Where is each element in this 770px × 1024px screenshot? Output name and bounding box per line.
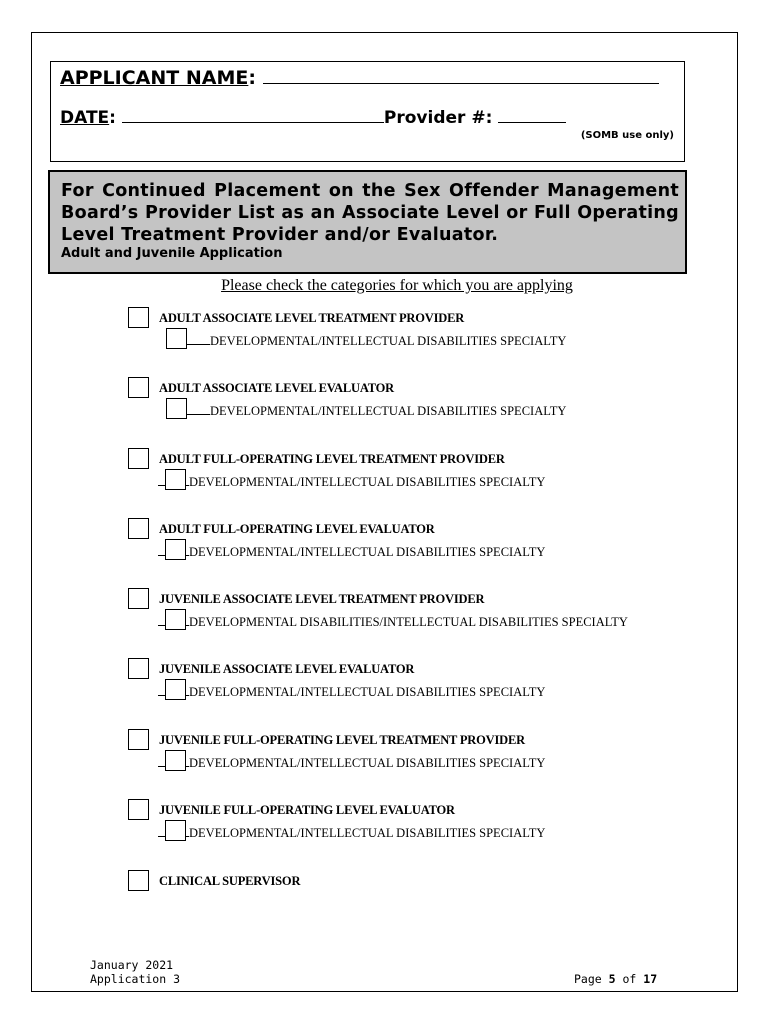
applicant-info-box (50, 61, 685, 162)
specialty-label: DEVELOPMENTAL/INTELLECTUAL DISABILITIES SPECIALTY (210, 334, 567, 348)
specialty-blank-line (158, 756, 165, 767)
specialty-label: DEVELOPMENTAL/INTELLECTUAL DISABILITIES SPECIALTY (189, 756, 546, 770)
specialty-label: DEVELOPMENTAL/INTELLECTUAL DISABILITIES SPECIALTY (210, 404, 567, 418)
specialty-row (166, 328, 566, 349)
category-label: ADULT FULL-OPERATING LEVEL EVALUATOR (159, 522, 435, 536)
specialty-checkbox[interactable] (165, 609, 186, 630)
category-label: ADULT ASSOCIATE LEVEL EVALUATOR (159, 381, 394, 395)
date-row (60, 108, 566, 128)
category-checkbox[interactable] (128, 870, 149, 891)
specialty-blank-line (158, 545, 165, 556)
category-checkbox[interactable] (128, 588, 149, 609)
specialty-row (158, 820, 545, 841)
provider-number-field[interactable] (498, 108, 566, 123)
specialty-checkbox[interactable] (166, 328, 187, 349)
page-total: 17 (643, 972, 658, 986)
specialty-label: DEVELOPMENTAL DISABILITIES/INTELLECTUAL DISABILITIES SPECIALTY (189, 615, 628, 629)
page-subtitle: Adult and Juvenile Application (61, 246, 283, 261)
specialty-row (158, 609, 628, 630)
specialty-label: DEVELOPMENTAL/INTELLECTUAL DISABILITIES SPECIALTY (189, 685, 546, 699)
page-prefix: Page (574, 972, 609, 986)
category-label: JUVENILE FULL-OPERATING LEVEL EVALUATOR (159, 803, 455, 817)
category-checkbox[interactable] (128, 307, 149, 328)
specialty-checkbox[interactable] (165, 539, 186, 560)
specialty-row (158, 750, 545, 771)
category-label: JUVENILE ASSOCIATE LEVEL EVALUATOR (159, 662, 415, 676)
footer-date: January 2021 (90, 958, 174, 972)
applicant-name-colon: : (248, 67, 256, 89)
specialty-row (166, 398, 566, 419)
specialty-checkbox[interactable] (165, 679, 186, 700)
specialty-row (158, 679, 545, 700)
category-label: ADULT ASSOCIATE LEVEL TREATMENT PROVIDER (159, 311, 465, 325)
provider-number-label: Provider #: (383, 108, 493, 128)
specialty-checkbox[interactable] (165, 820, 186, 841)
date-label: DATE (60, 108, 110, 128)
date-field[interactable] (122, 108, 384, 123)
specialty-blank-line (158, 685, 165, 696)
footer-info (90, 958, 180, 986)
page-title: For Continued Placement on the Sex Offender Management Board’s Provider List as an Associate Level or Full Operating Level Treatment Provider and/or Evaluator. (61, 181, 679, 245)
somb-use-only-note: (SOMB use only) (580, 130, 674, 141)
title-banner (48, 170, 687, 274)
applicant-name-row (60, 67, 659, 89)
specialty-row (158, 469, 545, 490)
category-label: JUVENILE FULL-OPERATING LEVEL TREATMENT PROVIDER (159, 733, 525, 747)
specialty-label: DEVELOPMENTAL/INTELLECTUAL DISABILITIES SPECIALTY (189, 475, 546, 489)
specialty-label: DEVELOPMENTAL/INTELLECTUAL DISABILITIES SPECIALTY (189, 826, 546, 840)
category-checkbox[interactable] (128, 518, 149, 539)
category-checkbox[interactable] (128, 377, 149, 398)
footer-application: Application 3 (90, 972, 181, 986)
applicant-name-label: APPLICANT NAME (60, 67, 249, 89)
date-colon: : (109, 108, 116, 128)
category-label: CLINICAL SUPERVISOR (159, 874, 301, 888)
specialty-label: DEVELOPMENTAL/INTELLECTUAL DISABILITIES SPECIALTY (189, 545, 546, 559)
specialty-blank-line (158, 826, 165, 837)
specialty-blank-line (158, 615, 165, 626)
specialty-blank-line (158, 475, 165, 486)
page-number (574, 972, 657, 986)
specialty-blank-line (187, 404, 210, 415)
applicant-name-field[interactable] (263, 69, 659, 84)
specialty-blank-line (187, 334, 210, 345)
instruction-text: Please check the categories for which you are applying (221, 277, 573, 294)
page-current: 5 (608, 972, 616, 986)
category-checkbox[interactable] (128, 658, 149, 679)
specialty-row (158, 539, 545, 560)
category-label: JUVENILE ASSOCIATE LEVEL TREATMENT PROVIDER (159, 592, 485, 606)
page-of: of (615, 972, 644, 986)
specialty-checkbox[interactable] (166, 398, 187, 419)
specialty-checkbox[interactable] (165, 469, 186, 490)
category-checkbox[interactable] (128, 729, 149, 750)
specialty-checkbox[interactable] (165, 750, 186, 771)
category-checkbox[interactable] (128, 799, 149, 820)
category-checkbox[interactable] (128, 448, 149, 469)
category-label: ADULT FULL-OPERATING LEVEL TREATMENT PROVIDER (159, 452, 505, 466)
